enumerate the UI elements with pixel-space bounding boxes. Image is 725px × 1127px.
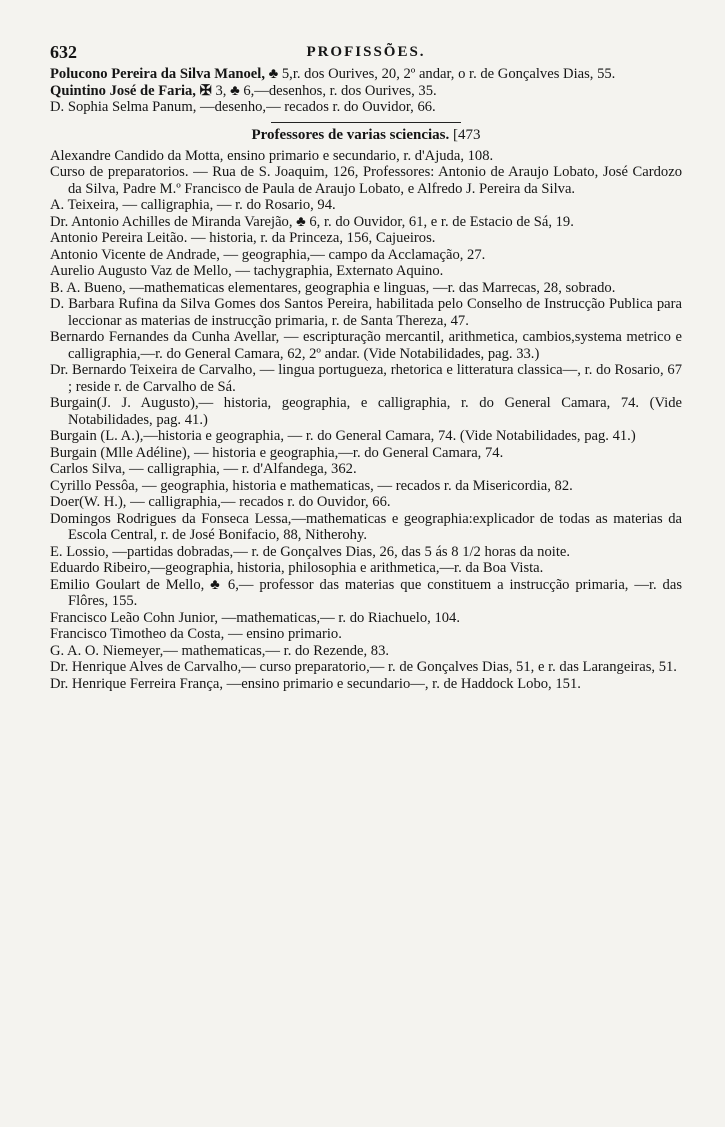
list-item: Bernardo Fernandes da Cunha Avellar, — escripturação mercantil, arithmetica, cambios,systema metrico e calligraphia,—r. do General Camara, 62, 2º andar. (Vide Notabilidades, pag. 33.): [50, 329, 682, 362]
list-item: Dr. Antonio Achilles de Miranda Varejão, ♣ 6, r. do Ouvidor, 61, e r. de Estacio de Sá, 19.: [50, 213, 574, 230]
list-item: [50, 83, 682, 100]
page-number: 632: [50, 42, 77, 62]
page-header: [50, 42, 682, 66]
list-item: Burgain(J. J. Augusto),— historia, geographia, e calligraphia, r. do General Camara, 74. (Vide Notabilidades, pag. 41.): [50, 395, 682, 428]
list-item: Aurelio Augusto Vaz de Mello, — tachygraphia, Externato Aquino.: [50, 263, 444, 279]
list-item: B. A. Bueno, —mathematicas elementares, geographia e linguas, —r. das Marrecas, 28, sobrado.: [50, 279, 616, 296]
list-item: Cyrillo Pessôa, — geographia, historia e mathematicas, — recados r. da Misericordia, 82.: [50, 477, 573, 494]
list-item: G. A. O. Niemeyer,— mathematicas,— r. do Rezende, 83.: [50, 642, 390, 659]
entry-name: Quintino José de Faria,: [50, 82, 196, 99]
list-item: Francisco Timotheo da Costa, — ensino primario.: [50, 626, 342, 642]
section-title-text: Professores de varias sciencias.: [251, 126, 450, 143]
list-item: [50, 99, 682, 116]
section-divider: [271, 122, 461, 123]
list-item: Carlos Silva, — calligraphia, — r. d'Alfandega, 362.: [50, 461, 357, 477]
section-ref: [473: [453, 126, 481, 143]
list-item: Dr. Bernardo Teixeira de Carvalho, — lingua portugueza, rhetorica e litteratura classica—, r. do Rosario, 67 ; reside r. de Carvalho de Sá.: [50, 362, 682, 395]
cross-icon: ✠: [199, 82, 212, 99]
list-item: Emilio Goulart de Mello, ♣ 6,— professor das materias que constituem a instrucção primaria, —r. das Flôres, 155.: [50, 576, 682, 609]
list-item: Dr. Henrique Ferreira França, —ensino primario e secundario—, r. de Haddock Lobo, 151.: [50, 675, 581, 692]
list-item: Domingos Rodrigues da Fonseca Lessa,—mathematicas e geographia:explicador de todas as materias da Escola Central, r. de José Bonifacio, 88, Nitherohy.: [50, 510, 682, 543]
list-item: A. Teixeira, — calligraphia, — r. do Rosario, 94.: [50, 197, 336, 213]
list-item: [50, 66, 682, 83]
list-item: E. Lossio, —partidas dobradas,— r. de Gonçalves Dias, 26, das 5 ás 8 1/2 horas da noite.: [50, 543, 571, 560]
list-item: Francisco Leão Cohn Junior, —mathematicas,— r. do Riachuelo, 104.: [50, 609, 460, 626]
decoration-icon: ♣: [268, 66, 279, 82]
list-item: Dr. Henrique Alves de Carvalho,— curso preparatorio,— r. de Gonçalves Dias, 51, e r. das Larangeiras, 51.: [50, 659, 677, 675]
entry-text: 3, ♣ 6,—desenhos, r. dos Ourives, 35.: [215, 82, 437, 99]
directory-page: [50, 42, 682, 692]
list-item: Doer(W. H.), — calligraphia,— recados r. do Ouvidor, 66.: [50, 494, 391, 510]
entry-text: 5,r. dos Ourives, 20, 2º andar, o r. de Gonçalves Dias, 55.: [281, 66, 616, 82]
entry-text: —desenho,— recados r. do Ouvidor, 66.: [200, 99, 436, 115]
list-item: Eduardo Ribeiro,—geographia, historia, philosophia e arithmetica,—r. da Boa Vista.: [50, 560, 544, 576]
list-item: Antonio Pereira Leitão. — historia, r. da Princeza, 156, Cajueiros.: [50, 230, 436, 246]
entry-name: Polucono Pereira da Silva Manoel,: [50, 66, 265, 82]
list-item: Alexandre Candido da Motta, ensino primario e secundario, r. d'Ajuda, 108.: [50, 147, 494, 164]
entry-list: [50, 148, 682, 693]
list-item: Burgain (L. A.),—historia e geographia, — r. do General Camara, 74. (Vide Notabilidades, pag. 41.): [50, 428, 636, 444]
section-title: [50, 126, 682, 144]
entry-name: D. Sophia Selma Panum,: [50, 99, 197, 115]
list-item: Antonio Vicente de Andrade, — geographia,— campo da Acclamação, 27.: [50, 246, 486, 263]
running-title: PROFISSÕES.: [306, 44, 426, 60]
list-item: D. Barbara Rufina da Silva Gomes dos Santos Pereira, habilitada pelo Conselho de Instrucção Publica para leccionar as materias de instrucção primaria, r. de Santa Thereza, 47.: [50, 296, 682, 329]
list-item: Burgain (Mlle Adéline), — historia e geographia,—r. do General Camara, 74.: [50, 444, 504, 461]
list-item: Curso de preparatorios. — Rua de S. Joaquim, 126, Professores: Antonio de Araujo Lobato, José Cardozo da Silva, Padre M.º Francisco de Paula de Araujo Lobato, e Alfredo J. Pereira da Silva.: [50, 164, 682, 197]
